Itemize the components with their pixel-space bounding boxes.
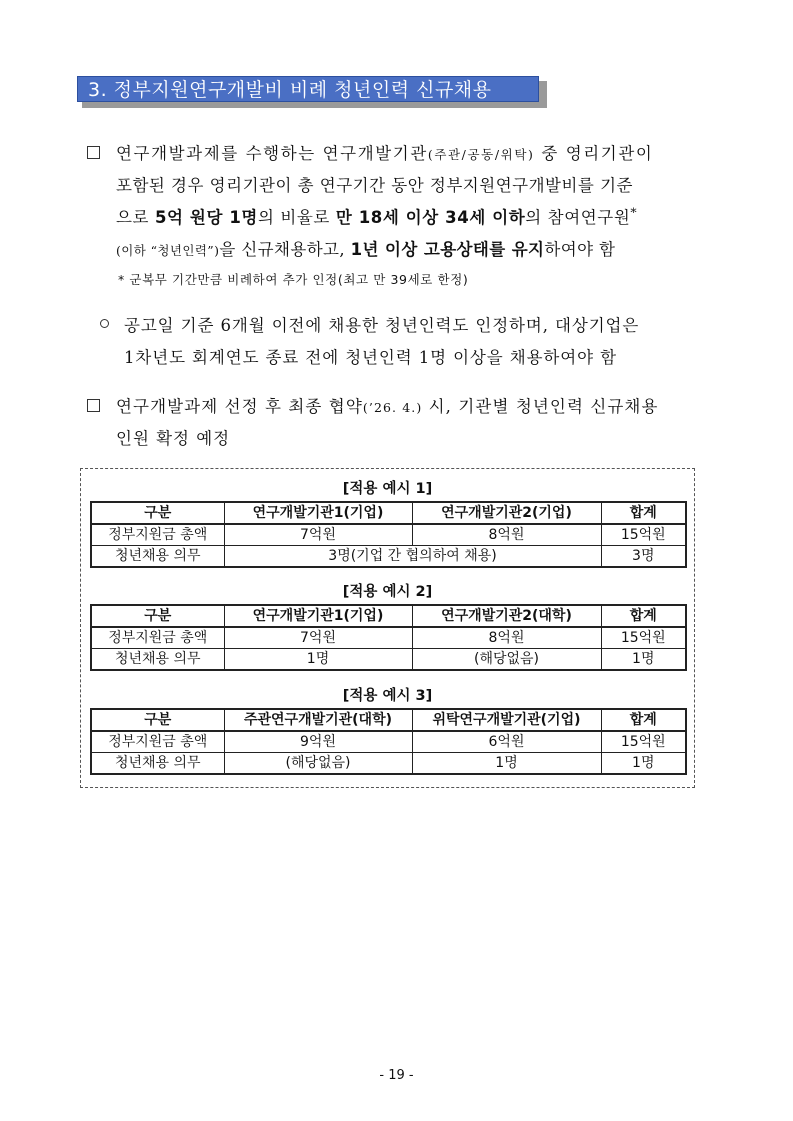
example-2-table — [90, 604, 687, 671]
header-cell: 위탁연구개발기관(기업) — [412, 709, 601, 731]
item1-line4-text-a: 을 신규채용하고, — [219, 240, 351, 259]
item2-line2: 인원 확정 예정 — [116, 429, 231, 448]
table-cell: 1명 — [601, 649, 686, 671]
item1-line4-bold: 1년 이상 고용상태를 유지 — [350, 240, 545, 259]
table-cell: 7억원 — [224, 627, 412, 649]
table-cell: 정부지원금 총액 — [91, 524, 224, 546]
table-header-row — [91, 605, 686, 627]
table-cell: 청년채용 의무 — [91, 753, 224, 775]
table-cell: (해당없음) — [224, 753, 412, 775]
header-cell: 합계 — [601, 709, 686, 731]
table-cell: 1명 — [412, 753, 601, 775]
page-number: - 19 - — [379, 1068, 414, 1083]
item1-line1 — [116, 140, 653, 164]
item1-line2: 포함된 경우 영리기관이 총 연구기간 동안 정부지원연구개발비를 기준 — [116, 176, 633, 195]
header-cell: 주관연구개발기관(대학) — [224, 709, 412, 731]
item1-line3-bold2: 만 18세 이상 34세 이하 — [335, 208, 526, 227]
item1-line1-text-a: 연구개발과제를 수행하는 연구개발기관 — [116, 144, 428, 163]
table-row — [91, 546, 686, 568]
item2-line1 — [116, 393, 659, 417]
header-cell: 합계 — [601, 502, 686, 524]
table-cell: 9억원 — [224, 731, 412, 753]
table-cell: 6억원 — [412, 731, 601, 753]
item1-line3-text-b: 의 비율로 — [257, 208, 336, 227]
table-cell: 8억원 — [412, 627, 601, 649]
item1-line3-text-a: 으로 — [116, 208, 155, 227]
table-cell: 3명 — [601, 546, 686, 568]
table-cell: 정부지원금 총액 — [91, 731, 224, 753]
table-cell: 청년채용 의무 — [91, 649, 224, 671]
header-cell: 연구개발기관1(기업) — [224, 502, 412, 524]
checkbox-square-icon — [87, 146, 100, 159]
item2-line1-text-b: 시, 기관별 청년인력 신규채용 — [422, 397, 659, 416]
table-row — [91, 753, 686, 775]
table-cell: (해당없음) — [412, 649, 601, 671]
table-cell: 8억원 — [412, 524, 601, 546]
table-cell: 1명 — [601, 753, 686, 775]
table-cell: 15억원 — [601, 627, 686, 649]
table-header-row — [91, 709, 686, 731]
example-3-title: [적용 예시 3] — [342, 688, 433, 704]
table-header-row — [91, 502, 686, 524]
example-1-table — [90, 501, 687, 568]
section-title — [77, 76, 547, 108]
checkbox-square-icon — [87, 399, 100, 412]
subitem-line1: 공고일 기준 6개월 이전에 채용한 청년인력도 인정하며, 대상기업은 — [124, 316, 640, 335]
table-row — [91, 731, 686, 753]
header-cell: 연구개발기관1(기업) — [224, 605, 412, 627]
table-cell: 1명 — [224, 649, 412, 671]
header-cell: 합계 — [601, 605, 686, 627]
item1-line4 — [116, 236, 615, 260]
item1-line3 — [116, 204, 637, 228]
section-title-text: 3. 정부지원연구개발비 비례 청년인력 신규채용 — [77, 76, 539, 102]
table-cell: 청년채용 의무 — [91, 546, 224, 568]
table-row — [91, 649, 686, 671]
item1-line4-small: (이하 “청년인력”) — [116, 243, 220, 258]
bullet-circle-icon — [100, 319, 109, 328]
header-cell: 연구개발기관2(기업) — [412, 502, 601, 524]
header-cell: 구분 — [91, 502, 224, 524]
table-cell: 정부지원금 총액 — [91, 627, 224, 649]
table-row — [91, 524, 686, 546]
item1-line3-bold1: 5억 원당 1명 — [154, 208, 258, 227]
item2-line1-text-a: 연구개발과제 선정 후 최종 협약 — [116, 397, 363, 416]
item1-line1-text-b: 중 영리기관이 — [534, 144, 654, 163]
example-2-title: [적용 예시 2] — [342, 584, 433, 600]
item1-line3-sup: * — [630, 204, 638, 220]
item1-line4-text-b: 하여야 함 — [544, 240, 616, 259]
table-cell: 7억원 — [224, 524, 412, 546]
subitem-line2: 1차년도 회계연도 종료 전에 청년인력 1명 이상을 채용하여야 함 — [124, 348, 617, 367]
header-cell: 구분 — [91, 709, 224, 731]
item2-line1-small: (’26. 4.) — [362, 400, 423, 415]
table-cell: 15억원 — [601, 731, 686, 753]
example-3-table — [90, 708, 687, 775]
table-row — [91, 627, 686, 649]
item1-line3-text-c: 의 참여연구원 — [525, 208, 631, 227]
header-cell: 구분 — [91, 605, 224, 627]
example-1-title: [적용 예시 1] — [342, 481, 433, 497]
table-cell: 15억원 — [601, 524, 686, 546]
item1-note: * 군복무 기간만큼 비례하여 추가 인정(최고 만 39세로 한정) — [118, 272, 469, 287]
item1-line1-small: (주관/공동/위탁) — [427, 147, 535, 162]
header-cell: 연구개발기관2(대학) — [412, 605, 601, 627]
table-cell-merged: 3명(기업 간 협의하여 채용) — [224, 546, 601, 568]
